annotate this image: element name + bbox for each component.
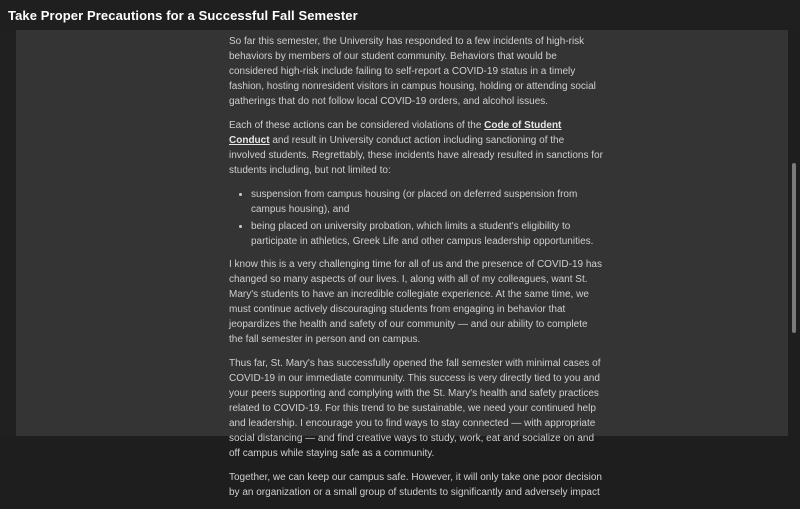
list-item: • being placed on university probation, which limits a student's eligibility to participate in athletics, Greek Life and other campus leadership opportunities. <box>251 219 603 249</box>
paragraph-4: Thus far, St. Mary's has successfully opened the fall semester with minimal cases of COVID-19 in our immediate community. This success is very directly tied to you and your peers supporting and complying with the St. Mary's health and safety practices related to COVID-19. For this trend to be sustainable, we need your continued help and leadership. I encourage you to find ways to stay connected — with appropriate social distancing — and find creative ways to study, work, eat and socialize on and off campus while staying safe as a community. <box>229 358 601 459</box>
paragraph-2-text-end: and result in University conduct action including sanctioning of the involved students. Regrettably, these incidents have already resulted in sanctions for students including, but not limited to: <box>229 135 603 176</box>
article-viewer[interactable] <box>0 30 800 498</box>
vertical-scrollbar[interactable] <box>788 30 800 436</box>
article-page <box>16 30 788 498</box>
code-of-student-conduct-link[interactable]: Code of Student Conduct <box>229 120 562 146</box>
sanctions-list <box>229 187 603 249</box>
paragraph-2 <box>229 118 603 178</box>
paragraph-3: I know this is a very challenging time for all of us and the presence of COVID-19 has changed so many aspects of our lives. I, along with all of my colleagues, want St. Mary's students to have an incredible collegiate experience. At the same time, we must continue actively discouraging students from engaging in behavior that jeopardizes the health and safety of our community — and our ability to complete the fall semester in person and on campus. <box>229 259 602 345</box>
article-body <box>229 34 603 509</box>
title-bar <box>0 0 800 30</box>
paragraph-5: Together, we can keep our campus safe. However, it will only take one poor decision by an organization or a small group of students to significantly and adversely impact <box>229 472 602 498</box>
paragraph-2-text-start: Each of these actions can be considered violations of the <box>229 120 485 131</box>
paragraph-1: So far this semester, the University has responded to a few incidents of high-risk behaviors by members of our student community. Behaviors that would be considered high-risk include failing to self-report a COVID-19 status in a timely fashion, hosting nonresident visitors in campus housing, holding or attending social gatherings that do not follow local COVID-19 orders, and alcohol issues. <box>229 36 596 107</box>
window-title: Take Proper Precautions for a Successful Fall Semester <box>8 7 358 23</box>
scrollbar-thumb[interactable] <box>792 163 796 333</box>
list-item: • suspension from campus housing (or placed on deferred suspension from campus housing), and <box>251 187 603 217</box>
